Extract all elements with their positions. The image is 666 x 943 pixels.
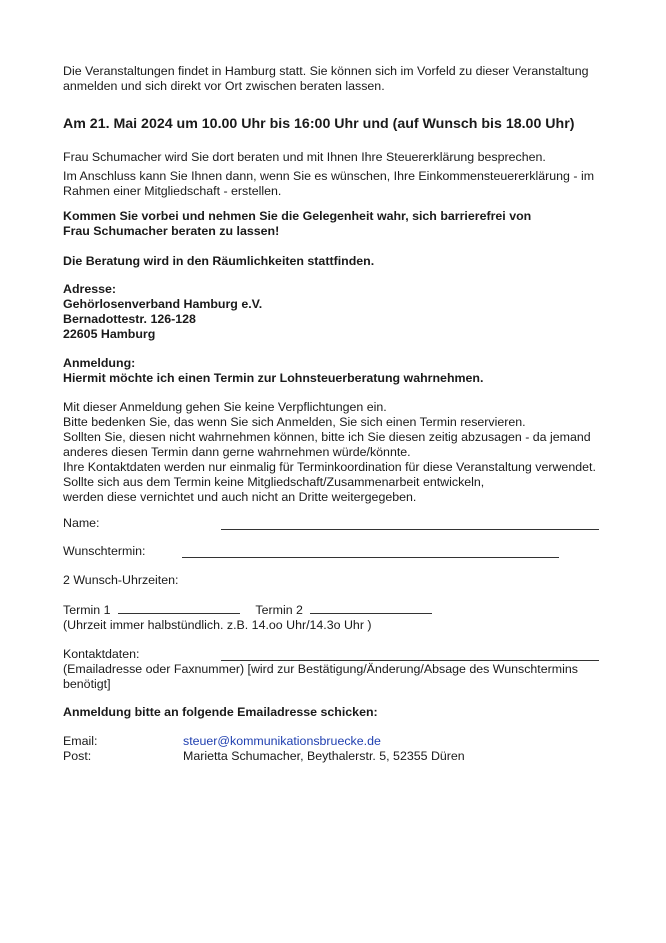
address-block	[63, 282, 623, 342]
wish-times-label: 2 Wunsch-Uhrzeiten:	[63, 573, 179, 587]
location-note: Die Beratung wird in den Räumlichkeiten stattfinden.	[63, 254, 375, 268]
date-heading: Am 21. Mai 2024 um 10.00 Uhr bis 16:00 Uhr und (auf Wunsch bis 18.00 Uhr)	[63, 116, 575, 132]
contact-label-line	[63, 647, 623, 662]
terms-line: Sollten Sie, diesen nicht wahrnehmen können, bitte ich Sie diesen zeitig abzusagen - da jemand anderes diesen Termin dann gerne wahrnehmen würde/könnte.	[63, 430, 591, 459]
address-line: Gehörlosenverband Hamburg e.V.	[63, 297, 263, 311]
slot1-field-line[interactable]	[118, 602, 240, 614]
name-row	[63, 516, 623, 531]
terms-line: Mit dieser Anmeldung gehen Sie keine Verpflichtungen ein.	[63, 400, 387, 414]
registration-statement: Hiermit möchte ich einen Termin zur Lohnsteuerberatung wahrnehmen.	[63, 371, 484, 385]
email-label: Email:	[63, 734, 98, 748]
slots-row	[63, 602, 623, 633]
slot2-label: Termin 2	[255, 603, 303, 617]
intro-text: Die Veranstaltungen findet in Hamburg statt. Sie können sich im Vorfeld zu dieser Veranstaltung anmelden und sich direkt vor Ort zwischen beraten lassen.	[63, 64, 589, 93]
wish-date-field-line[interactable]	[182, 544, 559, 558]
slot-hint: (Uhrzeit immer halbstündlich. z.B. 14.oo Uhr/14.3o Uhr )	[63, 618, 372, 632]
contact-field-line[interactable]	[221, 647, 599, 661]
post-label: Post:	[63, 749, 92, 763]
advice-line-1: Frau Schumacher wird Sie dort beraten und mit Ihnen Ihre Steuererklärung besprechen.	[63, 150, 546, 164]
contact-hint: (Emailadresse oder Faxnummer) [wird zur Bestätigung/Änderung/Absage des Wunschtermins benötigt]	[63, 662, 578, 691]
contact-block	[63, 734, 623, 764]
invite-text: Kommen Sie vorbei und nehmen Sie die Gelegenheit wahr, sich barrierefrei von Frau Schumacher beraten zu lassen!	[63, 209, 532, 238]
advice-line-2: Im Anschluss kann Sie Ihnen dann, wenn Sie es wünschen, Ihre Einkommensteuererklärung - im Rahmen einer Mitgliedschaft - erstellen.	[63, 169, 595, 198]
name-field-line[interactable]	[221, 516, 599, 530]
name-label: Name:	[63, 516, 100, 530]
send-note: Anmeldung bitte an folgende Emailadresse schicken:	[63, 705, 378, 719]
slot2-field-line[interactable]	[310, 602, 432, 614]
slot1-label: Termin 1	[63, 603, 111, 617]
address-line: Bernadottestr. 126-128	[63, 312, 196, 326]
wish-date-label: Wunschtermin:	[63, 544, 146, 558]
contact-label: Kontaktdaten:	[63, 647, 140, 661]
contact-row	[63, 647, 623, 692]
post-address: Marietta Schumacher, Beythalerstr. 5, 52355 Düren	[183, 749, 465, 763]
wish-date-row	[63, 544, 623, 559]
registration-label: Anmeldung:	[63, 356, 136, 370]
registration-block	[63, 356, 623, 386]
terms-line: Bitte bedenken Sie, das wenn Sie sich Anmelden, Sie sich einen Termin reservieren.	[63, 415, 526, 429]
email-link[interactable]: steuer@kommunikationsbruecke.de	[183, 734, 381, 748]
terms-line: werden diese vernichtet und auch nicht an Dritte weitergegeben.	[63, 490, 417, 504]
terms-line: Sollte sich aus dem Termin keine Mitgliedschaft/Zusammenarbeit entwickeln,	[63, 475, 485, 489]
address-line: 22605 Hamburg	[63, 327, 156, 341]
terms-block	[63, 400, 623, 505]
post-line	[63, 749, 623, 764]
email-line	[63, 734, 623, 749]
address-label: Adresse:	[63, 282, 117, 296]
terms-line: Ihre Kontaktdaten werden nur einmalig für Terminkoordination für diese Veranstaltung verwendet.	[63, 460, 596, 474]
